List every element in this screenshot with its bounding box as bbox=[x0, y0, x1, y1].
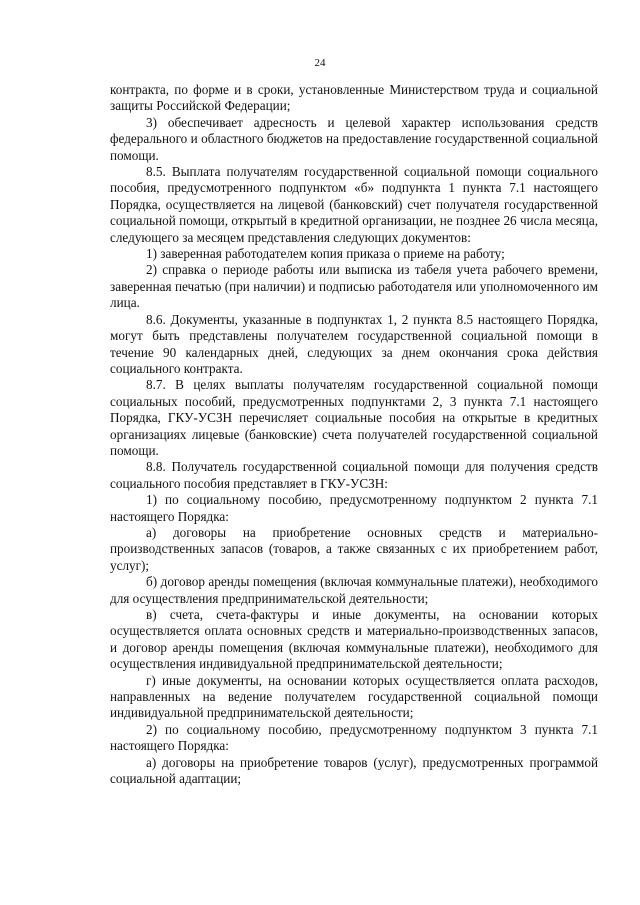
paragraph-8-5: 8.5. Выплата получателям государственной социальной помощи социального пособия, предусмотренного подпунктом «б» подпункта 1 пункта 7.1 настоящего Порядка, осуществляется на лицевой (банковский) счет получателя государственной социальной помощи, открытый в кредитной организации, не позднее 26 числа месяца, следующего за месяцем представления следующих документов: bbox=[110, 164, 598, 245]
paragraph-8-8-item-1-a: а) договоры на приобретение основных средств и материально-производственных запасов (товаров, а также связанных с их приобретением работ, услуг); bbox=[110, 524, 598, 573]
paragraph-8-5-item-1: 1) заверенная работодателем копия приказа о приеме на работу; bbox=[146, 246, 505, 262]
paragraph-8-8-item-2-a: а) договоры на приобретение товаров (услуг), предусмотренных программой социальной адаптации; bbox=[110, 754, 598, 787]
paragraph-8-8-item-1-v: в) счета, счета-фактуры и иные документы, на основании которых осуществляется оплата основных средств и материально-производственных запасов, и договор аренды помещения (включая коммунальные платежи), необходимого для осуществления индивидуальной предпринимательской деятельности; bbox=[110, 607, 598, 672]
page-number: 24 bbox=[314, 57, 326, 69]
paragraph-8-8-item-2: 2) по социальному пособию, предусмотренному подпунктом 3 пункта 7.1 настоящего Порядка: bbox=[110, 721, 598, 754]
paragraph-8-8: 8.8. Получатель государственной социальной помощи для получения средств социального пособия представляет в ГКУ-УСЗН: bbox=[110, 459, 598, 491]
paragraph-8-5-item-2: 2) справка о периоде работы или выписка из табеля учета рабочего времени, заверенная печатью (при наличии) и подписью работодателя или уполномоченного им лица. bbox=[110, 262, 598, 311]
paragraph-8-7: 8.7. В целях выплаты получателям государственной социальной помощи социальных пособий, предусмотренных подпунктами 2, 3 пункта 7.1 настоящего Порядка, ГКУ-УСЗН перечисляет социальные пособия на открытые в кредитных организациях лицевые (банковские) счета получателей государственной социальной помощи. bbox=[110, 377, 598, 458]
paragraph-continuation: контракта, по форме и в сроки, установленные Министерством труда и социальной защиты Российской Федерации; bbox=[110, 82, 598, 114]
paragraph-8-8-item-1-g: г) иные документы, на основании которых осуществляется оплата расходов, направленных на ведение получателем государственной социальной помощи индивидуальной предпринимательской деятельности; bbox=[110, 672, 598, 721]
paragraph-8-6: 8.6. Документы, указанные в подпунктах 1, 2 пункта 8.5 настоящего Порядка, могут быть представлены получателем государственной социальной помощи в течение 90 календарных дней, следующих за днем окончания срока действия социального контракта. bbox=[110, 311, 598, 376]
paragraph-8-8-item-1: 1) по социальному пособию, предусмотренному подпунктом 2 пункта 7.1 настоящего Порядка: bbox=[110, 492, 598, 524]
paragraph-subitem-3: 3) обеспечивает адресность и целевой характер использования средств федерального и областного бюджетов на предоставление государственной социальной помощи. bbox=[110, 114, 598, 163]
document-body bbox=[110, 82, 598, 787]
paragraph-8-8-item-1-b: б) договор аренды помещения (включая коммунальные платежи), необходимого для осуществления предпринимательской деятельности; bbox=[110, 574, 598, 606]
